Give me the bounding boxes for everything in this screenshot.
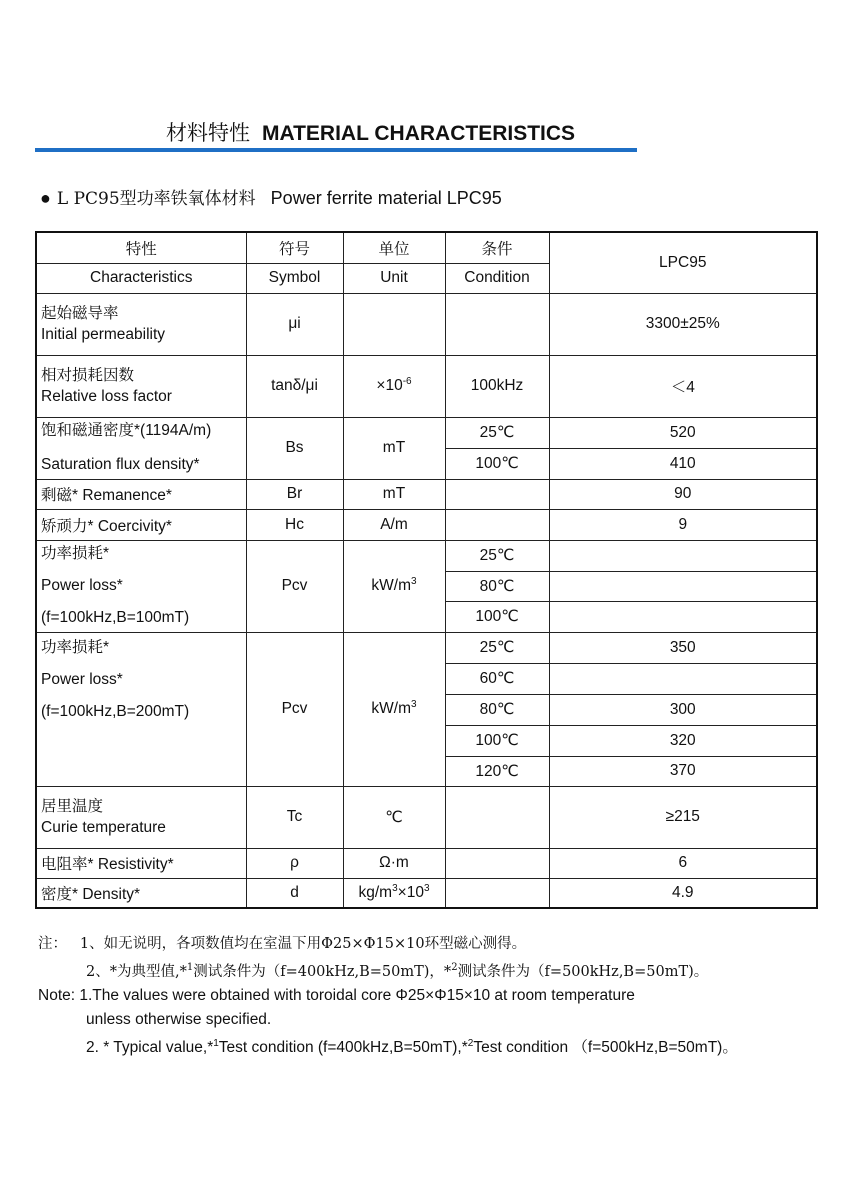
unit-sup: 3 xyxy=(423,883,430,895)
table-row xyxy=(36,509,817,540)
label-en: Power loss* xyxy=(41,577,123,594)
notes xyxy=(38,932,738,1060)
label-condition: (f=100kHz,B=100mT) xyxy=(41,609,190,626)
note-sup: 1 xyxy=(213,1037,219,1049)
condition-cell: 100℃ xyxy=(445,448,549,479)
unit-cell xyxy=(343,355,445,417)
condition-cell: 25℃ xyxy=(445,632,549,663)
condition-cell xyxy=(445,293,549,355)
condition-cell xyxy=(445,848,549,878)
condition-cell xyxy=(445,509,549,540)
table-row xyxy=(36,848,817,878)
value-cell: 410 xyxy=(549,448,817,479)
page-title xyxy=(166,117,575,147)
unit-sup: 3 xyxy=(411,699,417,711)
header-unit-cn: 单位 xyxy=(343,232,445,263)
label-cn: 饱和磁通密度*(1194A/m) xyxy=(41,422,212,439)
characteristics-table xyxy=(35,231,818,909)
symbol-cell: tanδ/μi xyxy=(246,355,343,417)
unit-cell xyxy=(343,878,445,908)
characteristic-cell xyxy=(36,540,246,632)
unit-multiplier: ×10 xyxy=(397,884,424,902)
note-text: 测试条件为（f=500kHz,B=50mT)。 xyxy=(457,963,709,980)
header-condition-cn: 条件 xyxy=(445,232,549,263)
symbol-cell: ρ xyxy=(246,848,343,878)
subtitle-en: Power ferrite material LPC95 xyxy=(270,188,502,208)
label-en: Saturation flux density* xyxy=(41,456,200,473)
note-sup: 2 xyxy=(467,1037,474,1049)
note-text: 2. * Typical value,* xyxy=(86,1038,214,1056)
note-en-2 xyxy=(38,1032,738,1060)
unit-cell xyxy=(343,540,445,632)
unit-cell: mT xyxy=(343,417,445,479)
bullet-icon: ● xyxy=(40,188,51,208)
value-cell: 90 xyxy=(549,479,817,509)
characteristic-cell xyxy=(36,632,246,786)
characteristic-cell: 剩磁* Remanence* xyxy=(36,479,246,509)
condition-cell: 25℃ xyxy=(445,540,549,571)
label-en: Initial permeability xyxy=(41,326,166,343)
value-cell: 6 xyxy=(549,848,817,878)
header-unit-en: Unit xyxy=(343,263,445,293)
characteristic-cell: 密度* Density* xyxy=(36,878,246,908)
condition-cell: 60℃ xyxy=(445,663,549,694)
label-cn: 起始磁导率 xyxy=(41,304,119,322)
table-row xyxy=(36,540,817,571)
condition-cell: 25℃ xyxy=(445,417,549,448)
value-cell: 320 xyxy=(549,725,817,756)
table-row xyxy=(36,632,817,663)
title-rule xyxy=(35,148,637,152)
value-cell xyxy=(549,571,817,601)
unit-cell xyxy=(343,632,445,786)
note-text: 测试条件为（f=400kHz,B=50mT)，* xyxy=(193,963,452,980)
unit-cell: A/m xyxy=(343,509,445,540)
note-cn-1 xyxy=(38,932,738,956)
symbol-cell: Bs xyxy=(246,417,343,479)
characteristic-cell: 矫顽力* Coercivity* xyxy=(36,509,246,540)
characteristic-cell xyxy=(36,355,246,417)
label-en: Power loss* xyxy=(41,670,123,688)
unit-cell: ℃ xyxy=(343,786,445,848)
condition-cell xyxy=(445,878,549,908)
label-en: Relative loss factor xyxy=(41,388,172,405)
label-cn: 居里温度 xyxy=(41,797,104,815)
unit-base: ×10 xyxy=(376,377,403,395)
unit-cell: mT xyxy=(343,479,445,509)
symbol-cell: μi xyxy=(246,293,343,355)
condition-cell: 100℃ xyxy=(445,601,549,632)
label-condition: (f=100kHz,B=200mT) xyxy=(41,702,190,720)
unit-cell xyxy=(343,293,445,355)
note-prefix: 注： xyxy=(38,936,67,952)
table-row xyxy=(36,417,817,448)
label-en: Curie temperature xyxy=(41,819,166,836)
value-cell xyxy=(549,540,817,571)
note-sup: 1 xyxy=(186,962,194,973)
condition-cell: 100kHz xyxy=(445,355,549,417)
note-text: Test condition (f=400kHz,B=50mT),* xyxy=(218,1038,468,1056)
label-cn: 功率损耗* xyxy=(41,545,110,562)
note-text: Test condition （f=500kHz,B=50mT)。 xyxy=(473,1038,738,1056)
header-row-cn xyxy=(36,232,817,263)
symbol-cell: Pcv xyxy=(246,540,343,632)
value-cell xyxy=(549,663,817,694)
unit-sup: -6 xyxy=(402,376,412,388)
unit-base: kW/m xyxy=(371,700,412,718)
condition-cell: 120℃ xyxy=(445,756,549,786)
note-sup: 2 xyxy=(451,962,458,973)
section-subtitle xyxy=(40,184,502,209)
table-row xyxy=(36,355,817,417)
note-en-1: Note: 1.The values were obtained with toroidal core Φ25×Φ15×10 at room temperature xyxy=(38,986,635,1004)
note-en-1b: unless otherwise specified. xyxy=(86,1010,272,1028)
table-row xyxy=(36,479,817,509)
label-cn: 相对损耗因数 xyxy=(41,366,135,384)
title-cn: 材料特性 xyxy=(166,121,250,145)
condition-cell: 100℃ xyxy=(445,725,549,756)
unit-base: kW/m xyxy=(371,577,412,595)
header-condition-en: Condition xyxy=(445,263,549,293)
value-cell xyxy=(549,601,817,632)
value-cell: 520 xyxy=(549,417,817,448)
characteristic-cell: 电阻率* Resistivity* xyxy=(36,848,246,878)
value-cell: 300 xyxy=(549,694,817,725)
header-material: LPC95 xyxy=(549,232,817,293)
symbol-cell: Pcv xyxy=(246,632,343,786)
condition-cell: 80℃ xyxy=(445,694,549,725)
value-cell: 3300±25% xyxy=(549,293,817,355)
header-symbol-cn: 符号 xyxy=(246,232,343,263)
value-cell: 350 xyxy=(549,632,817,663)
characteristic-cell xyxy=(36,786,246,848)
note-cn-2 xyxy=(38,956,738,984)
title-en: MATERIAL CHARACTERISTICS xyxy=(262,122,576,145)
condition-cell: 80℃ xyxy=(445,571,549,601)
note-text: 1、如无说明，各项数值均在室温下用Φ25×Φ15×10环型磁心测得。 xyxy=(79,936,527,952)
header-characteristics-en: Characteristics xyxy=(36,263,246,293)
table-row xyxy=(36,293,817,355)
header-characteristics-cn: 特性 xyxy=(36,232,246,263)
table-row xyxy=(36,878,817,908)
label-cn: 功率损耗* xyxy=(41,638,110,656)
header-symbol-en: Symbol xyxy=(246,263,343,293)
condition-cell xyxy=(445,786,549,848)
unit-cell: Ω·m xyxy=(343,848,445,878)
symbol-cell: Br xyxy=(246,479,343,509)
table-row xyxy=(36,786,817,848)
symbol-cell: Tc xyxy=(246,786,343,848)
value-cell: ＜4 xyxy=(549,355,817,417)
unit-sup: 3 xyxy=(411,576,417,588)
condition-cell xyxy=(445,479,549,509)
value-cell: 370 xyxy=(549,756,817,786)
characteristic-cell xyxy=(36,293,246,355)
unit-base: kg/m xyxy=(358,884,393,902)
value-cell: 4.9 xyxy=(549,878,817,908)
subtitle-cn: L PC95型功率铁氧体材料 xyxy=(56,189,256,209)
unit-sup: 3 xyxy=(392,883,398,895)
value-cell: 9 xyxy=(549,509,817,540)
note-text: 2、*为典型值,* xyxy=(86,963,187,980)
value-cell: ≥215 xyxy=(549,786,817,848)
characteristic-cell xyxy=(36,417,246,479)
symbol-cell: d xyxy=(246,878,343,908)
symbol-cell: Hc xyxy=(246,509,343,540)
